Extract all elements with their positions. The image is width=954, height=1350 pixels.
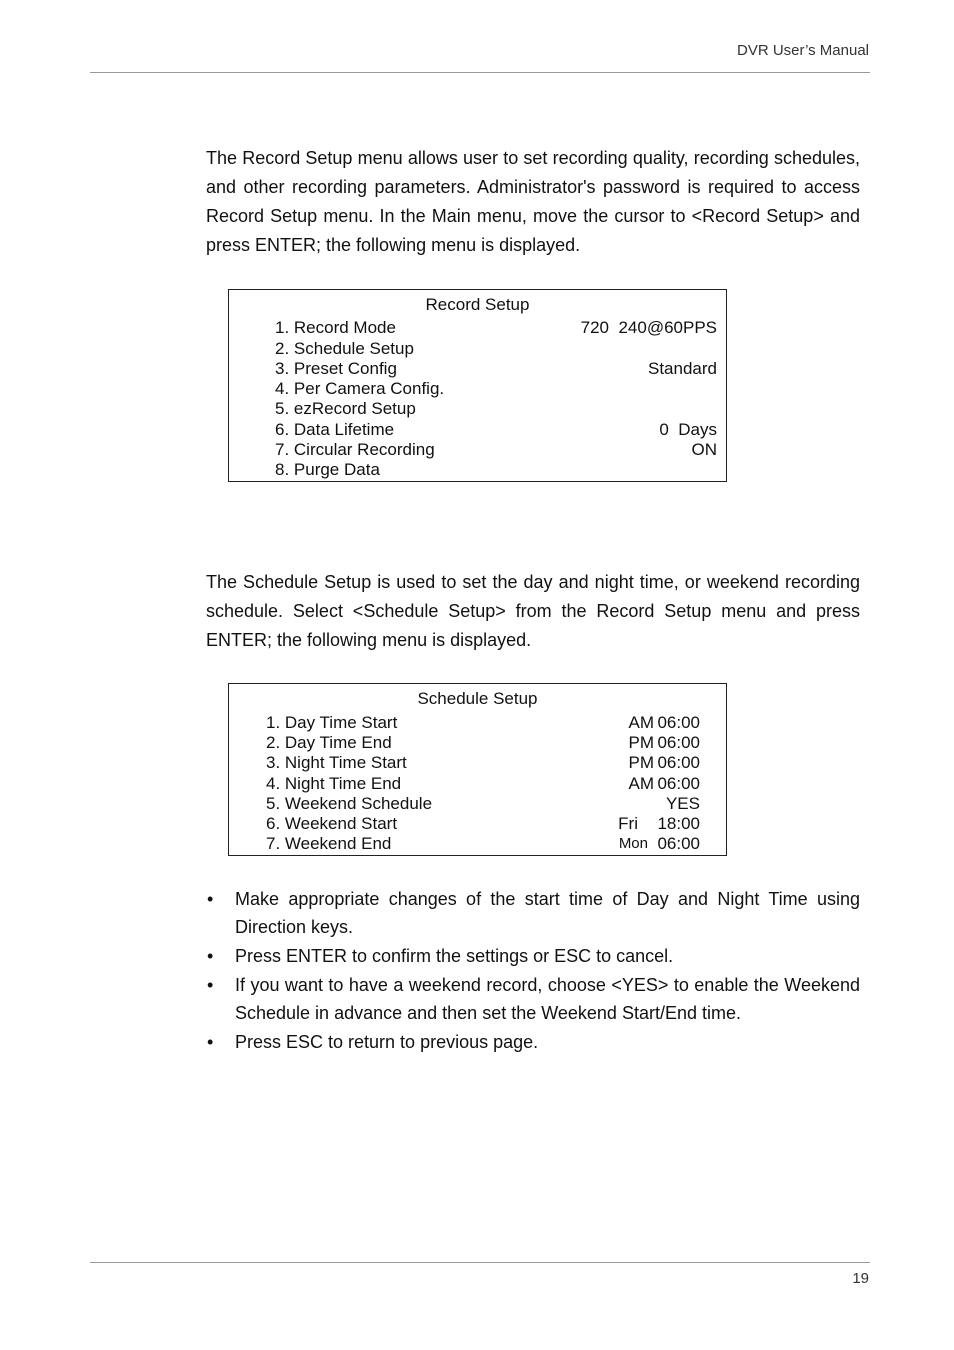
menu-item-ezrecord-setup xyxy=(275,399,717,419)
menu-item-label: 4. Per Camera Config. xyxy=(275,379,445,398)
list-item xyxy=(206,971,860,1027)
menu-item-label: 1. Record Mode xyxy=(275,318,396,337)
menu-item-value-prefix: AM xyxy=(628,774,654,793)
menu-item-label: 7. Weekend End xyxy=(266,834,392,853)
manual-title: DVR User’s Manual xyxy=(737,42,869,59)
menu-item-value: 06:00 xyxy=(657,733,700,752)
menu-item-purge-data xyxy=(275,460,717,480)
menu-item-label: 4. Night Time End xyxy=(266,774,402,793)
page-number: 19 xyxy=(852,1270,869,1287)
bullet-icon: • xyxy=(207,946,214,966)
menu-item-schedule-setup xyxy=(275,339,717,359)
menu-item-value-prefix: Mon xyxy=(618,835,648,852)
menu-item-value: 06:00 xyxy=(657,774,700,793)
menu-item-value: 0 Days xyxy=(659,420,717,439)
menu-item-value: 06:00 xyxy=(657,713,700,732)
menu-item-day-time-end xyxy=(266,733,700,753)
menu-item-value: 720 240@60PPS xyxy=(580,318,717,337)
intro-paragraph: The Record Setup menu allows user to set recording quality, recording schedules, and other recording parameters. Administrator's password is required to access Record Setup menu. In the Main menu, move the cursor to <Record Setup> and press ENTER; the following menu is displayed. xyxy=(206,148,860,255)
menu-item-weekend-start xyxy=(266,814,700,834)
list-item-text: Press ENTER to confirm the settings or ESC to cancel. xyxy=(235,946,674,966)
list-item-text: If you want to have a weekend record, choose <YES> to enable the Weekend Schedule in advance and then set the Weekend Start/End time. xyxy=(235,975,860,1023)
menu-item-value: 06:00 xyxy=(657,753,700,772)
menu-item-circular-recording xyxy=(275,440,717,460)
menu-item-label: 2. Schedule Setup xyxy=(275,339,414,358)
menu-item-label: 7. Circular Recording xyxy=(275,440,435,459)
menu-item-value: 18:00 xyxy=(657,814,700,833)
menu-item-value-prefix: PM xyxy=(628,753,654,772)
menu-item-record-mode xyxy=(275,318,717,338)
schedule-setup-menu xyxy=(228,683,727,856)
list-item-text: Make appropriate changes of the start time of Day and Night Time using Direction keys. xyxy=(235,889,860,937)
list-item xyxy=(206,942,860,970)
list-item-text: Press ESC to return to previous page. xyxy=(235,1032,539,1052)
list-item xyxy=(206,1028,860,1056)
list-item xyxy=(206,885,860,941)
bullet-icon: • xyxy=(207,975,214,995)
menu-item-value: YES xyxy=(665,794,700,813)
bullet-icon: • xyxy=(207,889,214,909)
menu-item-data-lifetime xyxy=(275,420,717,440)
menu-item-preset-config xyxy=(275,359,717,379)
menu-item-label: 8. Purge Data xyxy=(275,460,380,479)
menu-item-label: 3. Preset Config xyxy=(275,359,397,378)
bullet-icon: • xyxy=(207,1032,214,1052)
menu-item-value-prefix: AM xyxy=(628,713,654,732)
footer-divider xyxy=(90,1262,870,1263)
menu-item-label: 6. Data Lifetime xyxy=(275,420,395,439)
menu-item-value-prefix: PM xyxy=(628,733,654,752)
schedule-paragraph: The Schedule Setup is used to set the day and night time, or weekend recording schedule. Select <Schedule Setup> from the Record Setup menu and press ENTER; the following menu is displayed. xyxy=(206,572,860,650)
menu-item-label: 1. Day Time Start xyxy=(266,713,398,732)
menu-item-value: 06:00 xyxy=(657,834,700,853)
menu-item-value: ON xyxy=(691,440,717,459)
menu-item-label: 5. ezRecord Setup xyxy=(275,399,416,418)
record-setup-menu xyxy=(228,289,727,482)
menu-item-label: 5. Weekend Schedule xyxy=(266,794,433,813)
menu-item-night-time-end xyxy=(266,774,700,794)
menu-item-label: 3. Night Time Start xyxy=(266,753,407,772)
menu-item-night-time-start xyxy=(266,753,700,773)
menu-item-weekend-end xyxy=(266,834,700,854)
menu-item-label: 6. Weekend Start xyxy=(266,814,398,833)
menu-item-value: Standard xyxy=(648,359,717,378)
menu-item-weekend-schedule xyxy=(266,794,700,814)
menu-title: Schedule Setup xyxy=(417,689,538,708)
menu-title: Record Setup xyxy=(425,295,530,314)
header-divider xyxy=(90,72,870,73)
instruction-list xyxy=(206,885,860,1057)
menu-item-day-time-start xyxy=(266,713,700,733)
menu-item-value-prefix: Fri xyxy=(618,814,638,833)
menu-item-per-camera-config xyxy=(275,379,717,399)
menu-item-label: 2. Day Time End xyxy=(266,733,392,752)
